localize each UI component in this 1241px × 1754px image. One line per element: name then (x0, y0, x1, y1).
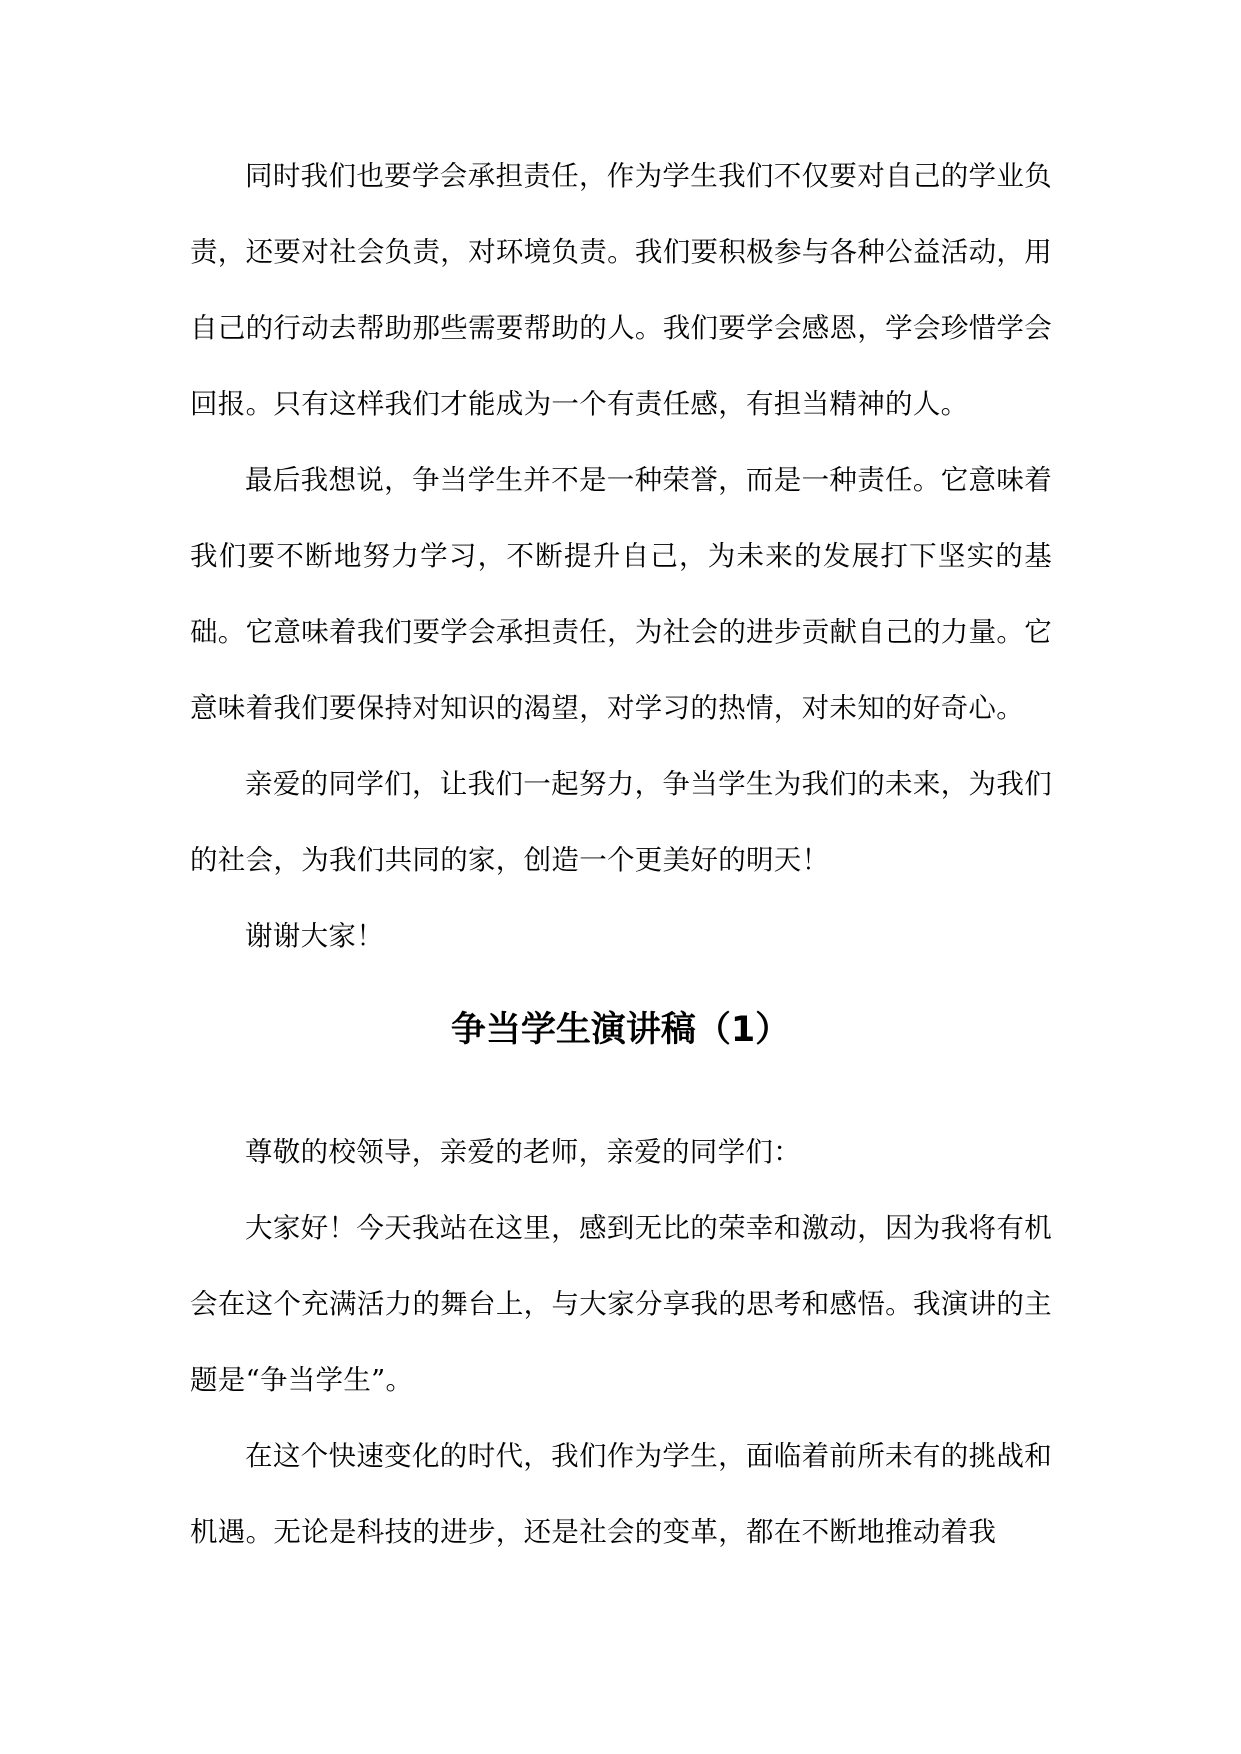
paragraph-thanks: 谢谢大家！ (245, 920, 384, 952)
speech-ending-section (190, 138, 1052, 974)
speech-title-heading: 争当学生演讲稿（1） (450, 1010, 791, 1050)
paragraph-salutation: 尊敬的校领导，亲爱的老师，亲爱的同学们： (245, 1136, 801, 1168)
paragraph-call-to-action: 亲爱的同学们，让我们一起努力，争当学生为我们的未来，为我们的社会，为我们共同的家，创造一个更美好的明天！ (190, 768, 1052, 876)
paragraph-era-challenges: 在这个快速变化的时代，我们作为学生，面临着前所未有的挑战和机遇。无论是科技的进步，还是社会的变革，都在不断地推动着我 (190, 1440, 1052, 1548)
speech-opening-section (190, 1114, 1052, 1570)
paragraph-responsibility: 同时我们也要学会承担责任，作为学生我们不仅要对自己的学业负责，还要对社会负责，对环境负责。我们要积极参与各种公益活动，用自己的行动去帮助那些需要帮助的人。我们要学会感恩，学会珍惜学会回报。只有这样我们才能成为一个有责任感，有担当精神的人。 (190, 160, 1052, 420)
paragraph-greeting: 大家好！今天我站在这里，感到无比的荣幸和激动，因为我将有机会在这个充满活力的舞台上，与大家分享我的思考和感悟。我演讲的主题是“争当学生”。 (190, 1212, 1052, 1396)
paragraph-conclusion: 最后我想说，争当学生并不是一种荣誉，而是一种责任。它意味着我们要不断地努力学习，不断提升自己，为未来的发展打下坚实的基础。它意味着我们要学会承担责任，为社会的进步贡献自己的力量。它意味着我们要保持对知识的渴望，对学习的热情，对未知的好奇心。 (190, 464, 1052, 724)
